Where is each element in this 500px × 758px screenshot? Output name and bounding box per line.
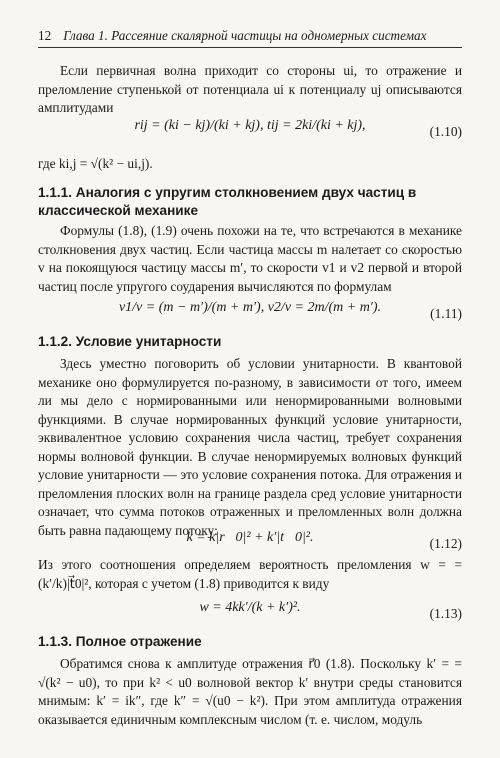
paragraph-text: Если первичная волна приходит со стороны ui, то отражение и преломление ступенькой от потенциала ui к потенциалу uj описываются амплитудами — [38, 63, 462, 115]
paragraph-unitarity — [38, 355, 462, 540]
paragraph-analogy — [38, 222, 462, 296]
equation-label: (1.10) — [429, 124, 462, 139]
paragraph-intro — [38, 62, 462, 118]
equation-label: (1.12) — [429, 536, 462, 551]
equation-body: k = k|r⃗0|² + k′|t⃗0|². — [186, 530, 314, 545]
paragraph-text: Формулы (1.8), (1.9) очень похожи на те, что встречаются в механике столкновения двух частиц. Если частица массы m налетает со скоростью v на покоящуюся частицу массы m′, то скорости v1 и v2 первой и второй частиц после упругого соударения вычисляются по формулам — [38, 223, 462, 294]
section-title: 1.1.1. Аналогия с упругим столкновением двух частиц в классической механике — [38, 185, 417, 218]
equation-1-13 — [38, 596, 462, 636]
equation-body: v1/v = (m − m′)/(m + m′), v2/v = 2m/(m + m′). — [118, 300, 382, 315]
section-title: 1.1.2. Условие унитарности — [38, 334, 222, 349]
equation-body: w = 4kk′/(k + k′)². — [199, 600, 301, 615]
equation-1-10 — [38, 114, 462, 154]
equation-label: (1.13) — [429, 606, 462, 621]
equation-1-11 — [38, 296, 462, 336]
paragraph-text: Обратимся снова к амплитуде отражения r⃗0 (1.8). Поскольку k′ = = √(k² − u0), то при k² < u0 волновой вектор k′ внутри среды становится мнимым: k′ = ik″, где k″ = √(u0 − k²). При этом амплитуда отражения оказывается единичным комплексным числом (т. е. числом, модуль — [38, 656, 462, 727]
paragraph-text: где ki,j = √(k² − ui,j). — [38, 156, 153, 171]
equation-body: rij = (ki − kj)/(ki + kj), tij = 2ki/(ki + kj), — [134, 118, 366, 133]
section-heading-1-1-3 — [38, 633, 462, 651]
running-header — [38, 28, 462, 48]
page-number: 12 — [38, 28, 52, 43]
equation-label: (1.11) — [430, 306, 462, 321]
paragraph-probability — [38, 556, 462, 593]
paragraph-where — [38, 155, 462, 174]
paragraph-text: Здесь уместно поговорить об условии унитарности. В квантовой механике оно формулируется по-разному, в зависимости от того, имеем ли мы дело с нормированными или ненормированными волновыми функциями. В случае нормированных функций условие унитарности, эквивалентное условию сохранения числа частиц, требует сохранения нормы волновой функции. В случае ненормируемых волновых функций условие унитарности — это условие сохранения потока. Для отражения и преломления плоских волн на границе раздела сред условие унитарности означает, что сумма потоков отраженных и преломленных волн должна быть равна падающему потоку: — [38, 356, 462, 538]
section-title: 1.1.3. Полное отражение — [38, 634, 202, 649]
section-heading-1-1-2 — [38, 333, 462, 351]
section-heading-1-1-1 — [38, 184, 462, 220]
chapter-title: Глава 1. Рассеяние скалярной частицы на одномерных системах — [63, 28, 427, 43]
paragraph-total-reflection — [38, 655, 462, 729]
paragraph-text: Из этого соотношения определяем вероятность преломления w = = (k′/k)|t⃗0|², которая с учетом (1.8) приводится к виду — [38, 557, 462, 591]
